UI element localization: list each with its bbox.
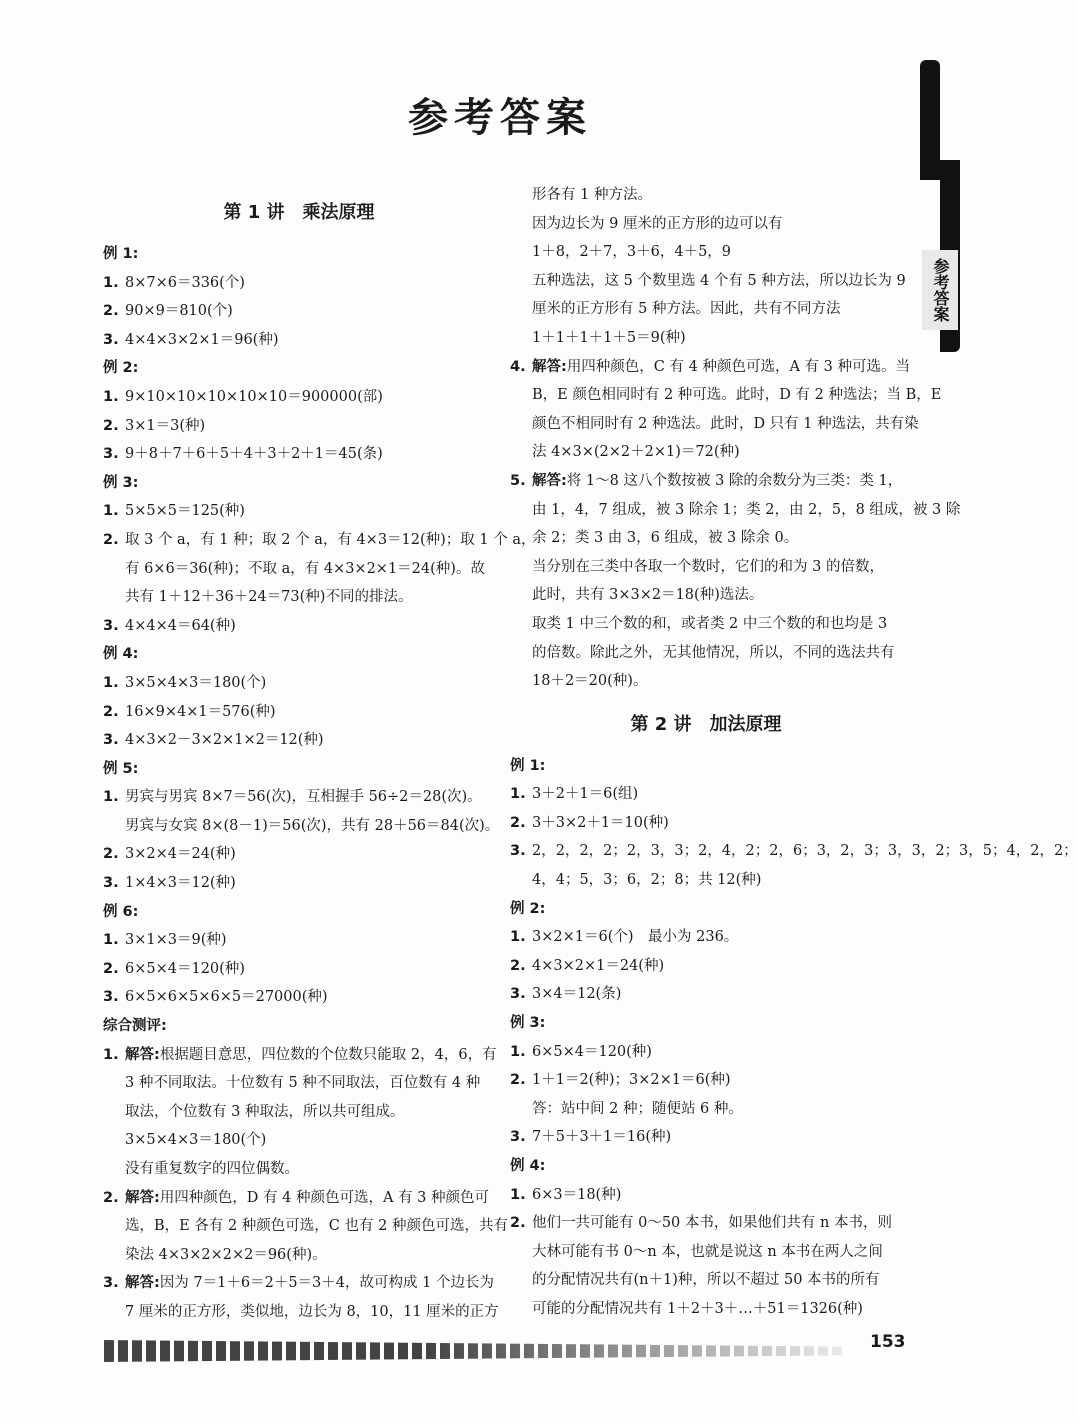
answer-text: 4×3×2－3×2×1×2＝12(种) [125, 732, 324, 749]
answer-text: 染法 4×3×2×2×2＝96(种)。 [125, 1246, 327, 1263]
left-column [103, 192, 536, 1327]
example-heading: 例 1: [510, 757, 546, 774]
answer-item [510, 980, 902, 1009]
item-number: 1. [103, 1046, 119, 1063]
item-number: 2. [103, 1189, 119, 1206]
answer-text: B，E 颜色相同时有 2 种可选。此时，D 有 2 种选法；当 B，E [532, 387, 942, 404]
answer-text: 由 1，4，7 组成，被 3 除余 1；类 2，由 2，5，8 组成，被 3 除 [532, 501, 961, 518]
answer-text: 没有重复数字的四位偶数。 [125, 1161, 299, 1177]
lecture-1-title: 第 1 讲 乘法原理 [223, 202, 375, 223]
answer-item [103, 269, 495, 298]
answer-text: 5×5×5＝125(种) [125, 503, 245, 520]
item-number: 2. [510, 1072, 526, 1089]
item-number: 3. [103, 732, 119, 749]
item-number: 1. [103, 674, 119, 691]
answer-text: 6×5×4＝120(种) [125, 960, 245, 977]
answer-item [510, 1209, 902, 1238]
answer-text: 3×1×3＝9(种) [125, 932, 227, 949]
side-tab [920, 60, 960, 352]
answer-item [510, 1066, 902, 1095]
footer-arrow-band [104, 1340, 844, 1362]
answer-text: 颜色不相同时有 2 种选法。此时，D 只有 1 种选法，共有染 [532, 415, 919, 432]
answer-text: 6×5×4＝120(种) [532, 1043, 652, 1060]
answer-item [510, 467, 902, 496]
item-number: 5. [510, 472, 526, 489]
answer-text: 的分配情况共有(n＋1)种，所以不超过 50 本书的所有 [532, 1272, 880, 1289]
lecture-2-title: 第 2 讲 加法原理 [630, 713, 782, 735]
answer-text: 五种选法，这 5 个数里选 4 个有 5 种方法，所以边长为 9 [532, 272, 906, 289]
answer-item [103, 1184, 495, 1213]
answer-keyword: 解答: [125, 1046, 160, 1063]
answer-item [103, 412, 495, 441]
answer-text: 取法，个位数有 3 种取法，所以共可组成。 [125, 1103, 405, 1120]
answer-text: 形各有 1 种方法。 [532, 187, 652, 203]
answer-text: 将 1～8 这八个数按被 3 除的余数分为三类：类 1， [566, 472, 903, 489]
answer-text: 3×4＝12(条) [532, 986, 622, 1003]
answer-text: 6×3＝18(种) [532, 1186, 622, 1203]
example-heading: 例 3: [103, 474, 139, 491]
example-heading: 例 2: [510, 900, 546, 917]
item-number: 1. [103, 274, 119, 291]
answer-text: 的倍数。除此之外，无其他情况，所以，不同的选法共有 [532, 644, 895, 661]
answer-text: 法 4×3×(2×2＋2×1)＝72(种) [532, 444, 740, 461]
answer-item [103, 698, 495, 727]
answer-text: 厘米的正方形有 5 种方法。因此，共有不同方法 [532, 301, 841, 318]
answer-text: 可能的分配情况共有 1＋2＋3＋…＋51＝1326(种) [532, 1300, 863, 1317]
answer-text: 6×5×6×5×6×5＝27000(种) [125, 989, 328, 1006]
answer-text: 3 种不同取法。十位数有 5 种不同取法，百位数有 4 种 [125, 1075, 481, 1092]
side-tab-label: 参考答案 [922, 250, 958, 330]
item-number: 1. [103, 388, 119, 405]
answer-text: 1＋1＋1＋1＋5＝9(种) [532, 329, 686, 346]
item-number: 1. [103, 789, 119, 806]
item-number: 3. [103, 331, 119, 348]
answer-item [103, 1269, 495, 1298]
answer-item [103, 497, 495, 526]
answer-keyword: 解答: [532, 358, 567, 375]
item-number: 3. [103, 617, 119, 634]
answer-text: 3×1＝3(种) [125, 417, 206, 434]
answer-text: 取 3 个 a，有 1 种；取 2 个 a，有 4×3＝12(种)；取 1 个 a， [125, 531, 536, 548]
item-number: 1. [510, 786, 526, 803]
answer-text: 4×4×3×2×1＝96(种) [125, 331, 279, 348]
item-number: 1. [103, 932, 119, 949]
test-heading: 综合测评: [103, 1018, 167, 1035]
answer-text: 4，4；5，3；6，2；8；共 12(种) [532, 872, 762, 889]
answer-item [510, 780, 902, 809]
item-number: 2. [103, 531, 119, 548]
answer-item [103, 383, 495, 412]
answer-text: 9＋8＋7＋6＋5＋4＋3＋2＋1＝45(条) [125, 446, 383, 463]
example-heading: 例 2: [103, 360, 139, 377]
answer-text: 3×2×1＝6(个) 最小为 236。 [532, 929, 739, 946]
answer-text: 3×5×4×3＝180(个) [125, 674, 267, 691]
answer-text: 16×9×4×1＝576(种) [125, 703, 276, 720]
answer-text: 选，B，E 各有 2 种颜色可选，C 也有 2 种颜色可选，共有 [125, 1218, 508, 1235]
answer-text: 4×3×2×1＝24(种) [532, 957, 665, 974]
answer-item [103, 297, 495, 326]
answer-text: 他们一共可能有 0～50 本书，如果他们共有 n 本书，则 [532, 1215, 892, 1232]
answer-text: 3×5×4×3＝180(个) [125, 1132, 267, 1149]
item-number: 3. [103, 446, 119, 463]
answer-text: 男宾与男宾 8×7＝56(次)，互相握手 56÷2＝28(次)。 [125, 789, 482, 806]
item-number: 3. [510, 986, 526, 1003]
item-number: 1. [510, 1043, 526, 1060]
page-title: 参考答案 [408, 95, 592, 141]
answer-item [103, 983, 495, 1012]
answer-text: 余 2；类 3 由 3，6 组成，被 3 除余 0。 [532, 530, 799, 547]
item-number: 3. [103, 1275, 119, 1292]
item-number: 3. [103, 989, 119, 1006]
answer-text: 此时，共有 3×3×2＝18(种)选法。 [532, 587, 764, 604]
answer-item [103, 526, 536, 555]
answer-text: 3＋2＋1＝6(组) [532, 786, 639, 803]
answer-text: 用四种颜色，D 有 4 种颜色可选，A 有 3 种颜色可 [159, 1189, 490, 1206]
item-number: 3. [510, 843, 526, 860]
answer-text: 用四种颜色，C 有 4 种颜色可选，A 有 3 种可选。当 [566, 358, 910, 375]
item-number: 2. [103, 846, 119, 863]
answer-item [103, 440, 495, 469]
answer-keyword: 解答: [125, 1275, 160, 1292]
item-number: 2. [510, 957, 526, 974]
answer-text: 男宾与女宾 8×(8－1)＝56(次)，共有 28＋56＝84(次)。 [125, 817, 500, 834]
example-heading: 例 4: [510, 1158, 546, 1174]
example-heading: 例 3: [510, 1015, 546, 1032]
answer-text: 大林可能有书 0～n 本，也就是说这 n 本书在两人之间 [532, 1243, 883, 1260]
answer-text: 1＋1＝2(种)；3×2×1＝6(种) [532, 1072, 731, 1089]
answer-text: 1＋8，2＋7，3＋6，4＋5，9 [532, 244, 732, 261]
example-heading: 例 1: [103, 246, 139, 262]
answer-item [103, 669, 495, 698]
answer-text: 取类 1 中三个数的和，或者类 2 中三个数的和也均是 3 [532, 615, 888, 632]
item-number: 2. [510, 814, 526, 831]
answer-item [103, 926, 495, 955]
answer-text: 因为 7＝1＋6＝2＋5＝3＋4，故可构成 1 个边长为 [159, 1275, 494, 1292]
answer-text: 当分别在三类中各取一个数时，它们的和为 3 的倍数， [532, 558, 884, 575]
answer-text: 答：站中间 2 种；随便站 6 种。 [532, 1100, 743, 1117]
answer-text: 4×4×4＝64(种) [125, 617, 236, 634]
answer-item [510, 809, 902, 838]
side-tab-bar [920, 60, 940, 180]
page-number: 153 [870, 1332, 906, 1352]
answer-item [103, 326, 495, 355]
answer-text: 2，2，2，2；2，3，3；2，4，2；2，6；3，2，3；3，3，2；3，5；4，2，2； [532, 843, 1078, 860]
item-number: 1. [510, 1186, 526, 1203]
example-heading: 例 4: [103, 646, 139, 663]
answer-text: 有 6×6＝36(种)；不取 a，有 4×3×2×1＝24(种)。故 [125, 560, 485, 577]
answer-text: 18＋2＝20(种)。 [532, 673, 648, 690]
item-number: 2. [103, 960, 119, 977]
answer-keyword: 解答: [532, 472, 567, 489]
answer-text: 根据题目意思，四位数的个位数只能取 2，4，6，有 [159, 1046, 497, 1063]
answer-text: 8×7×6＝336(个) [125, 274, 245, 291]
answer-text: 9×10×10×10×10×10＝900000(部) [125, 388, 383, 405]
item-number: 3. [510, 1129, 526, 1146]
item-number: 2. [510, 1215, 526, 1232]
item-number: 4. [510, 358, 526, 375]
answer-text: 共有 1＋12＋36＋24＝73(种)不同的排法。 [125, 589, 413, 606]
answer-item [510, 1038, 902, 1067]
item-number: 3. [103, 875, 119, 892]
answer-item [103, 955, 495, 984]
example-heading: 例 5: [103, 760, 139, 777]
answer-item [103, 726, 495, 755]
answer-item [510, 1123, 902, 1152]
item-number: 2. [103, 703, 119, 720]
item-number: 1. [103, 503, 119, 520]
answer-item [103, 869, 495, 898]
answer-item [103, 1041, 495, 1070]
answer-item [510, 353, 910, 382]
answer-text: 7 厘米的正方形，类似地，边长为 8，10，11 厘米的正方 [125, 1303, 499, 1320]
answer-item [103, 612, 495, 641]
answer-item [510, 837, 1078, 866]
answer-item [510, 923, 902, 952]
answer-keyword: 解答: [125, 1189, 160, 1206]
answer-item [510, 952, 902, 981]
item-number: 2. [103, 303, 119, 320]
answer-text: 90×9＝810(个) [125, 303, 233, 320]
answer-text: 7＋5＋3＋1＝16(种) [532, 1129, 672, 1146]
example-heading: 例 6: [103, 903, 139, 920]
answer-text: 因为边长为 9 厘米的正方形的边可以有 [532, 215, 783, 232]
answer-text: 3×2×4＝24(种) [125, 846, 236, 863]
answer-item [510, 1181, 902, 1210]
item-number: 1. [510, 929, 526, 946]
answer-text: 1×4×3＝12(种) [125, 875, 236, 892]
answer-text: 3＋3×2＋1＝10(种) [532, 814, 669, 831]
answer-item [103, 840, 495, 869]
item-number: 2. [103, 417, 119, 434]
answer-item [103, 783, 495, 812]
